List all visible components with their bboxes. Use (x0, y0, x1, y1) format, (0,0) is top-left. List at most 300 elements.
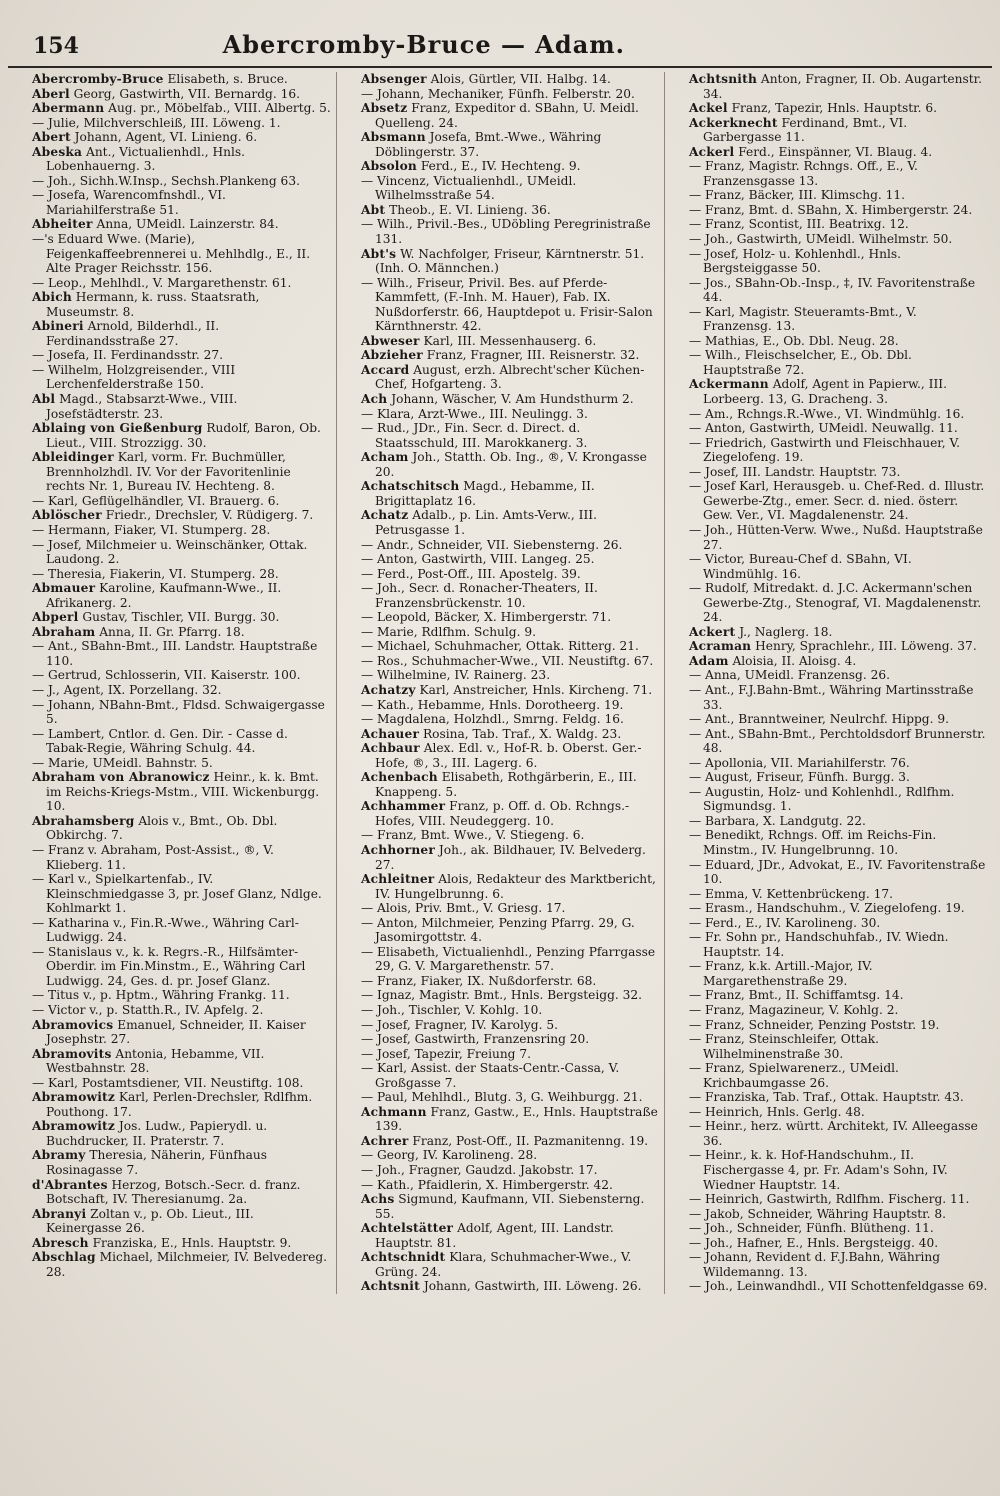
entry-details: — Ros., Schuhmacher-Wwe., VII. Neustiftg. 67. (361, 653, 654, 668)
directory-entry (689, 1192, 988, 1207)
directory-entry (32, 581, 332, 610)
entry-surname: Absolon (361, 159, 417, 174)
directory-entry (361, 538, 660, 553)
directory-entry (32, 188, 332, 217)
entry-details: Friedr., Drechsler, V. Rüdigerg. 7. (105, 508, 314, 523)
entry-surname: Achatschitsch (361, 479, 460, 494)
entry-details: Johann, Gastwirth, III. Löweng. 26. (423, 1279, 642, 1294)
entry-surname: Abperl (32, 610, 79, 625)
entry-details: — Josefa, II. Ferdinandsstr. 27. (32, 348, 223, 363)
entry-details: — Karl, Magistr. Steueramts-Bmt., V. Franzensg. 13. (689, 304, 917, 334)
directory-entry (361, 217, 660, 246)
entry-surname: Ackel (689, 101, 728, 116)
directory-entry (689, 1105, 988, 1120)
directory-entry (32, 727, 332, 756)
entry-details: — Victor, Bureau-Chef d. SBahn, VI. Windmühlg. 16. (689, 552, 912, 581)
directory-entry (689, 276, 988, 305)
directory-entry (32, 72, 332, 87)
entry-surname: Achtsnith (689, 72, 758, 86)
directory-entry (689, 334, 988, 349)
directory-entry (689, 552, 988, 581)
entry-details: Gustav, Tischler, VII. Burgg. 30. (82, 610, 280, 625)
entry-details: — Erasm., Handschuhm., V. Ziegelofeng. 19. (689, 901, 965, 916)
entry-details: — Apollonia, VII. Mariahilferstr. 76. (689, 755, 910, 770)
entry-details: Franz, Expeditor d. SBahn, U. Meidl. Quelleng. 24. (375, 101, 639, 130)
entry-details: Alois, Redakteur des Marktbericht, IV. Hungelbrunng. 6. (375, 872, 656, 901)
entry-details: — Magdalena, Holzhdl., Smrng. Feldg. 16. (361, 712, 624, 727)
directory-entry (689, 203, 988, 218)
directory-entry (361, 72, 660, 87)
directory-entry (689, 479, 988, 523)
entry-details: Georg, Gastwirth, VII. Bernardg. 16. (73, 86, 300, 101)
directory-entry (689, 436, 988, 465)
directory-entry (361, 174, 660, 203)
entry-details: Johann, Wäscher, V. Am Hundsthurm 2. (391, 392, 634, 407)
entry-surname: Achatz (361, 508, 409, 523)
entry-surname: Achbaur (361, 741, 420, 756)
entry-details: — Anton, Gastwirth, VIII. Langeg. 25. (361, 552, 595, 567)
directory-entry (361, 101, 660, 130)
directory-entry (689, 465, 988, 480)
entry-details: Johann, Agent, VI. Linieng. 6. (74, 130, 258, 145)
entry-details: Karl, III. Messenhauserg. 6. (423, 333, 597, 348)
directory-entry (361, 901, 660, 916)
directory-entry (361, 1018, 660, 1033)
directory-entry (32, 450, 332, 494)
entry-details: — Franz, Magistr. Rchngs. Off., E., V. Franzensgasse 13. (689, 159, 918, 188)
directory-entry (361, 276, 660, 334)
entry-details: — Heinr., k. k. Hof-Handschuhm., II. Fischergasse 4, pr. Fr. Adam's Sohn, IV. Wiedner Hauptstr. 14. (689, 1148, 948, 1192)
entry-details: — Jakob, Schneider, Währing Hauptstr. 8. (689, 1206, 947, 1221)
entry-surname: Absenger (361, 72, 427, 86)
entry-details: — Rudolf, Mitredakt. d. J.C. Ackermann'schen Gewerbe-Ztg., Stenograf, VI. Magdalenenstr. 24. (689, 581, 982, 625)
directory-entry (689, 770, 988, 785)
entry-details: — Mathias, E., Ob. Dbl. Neug. 28. (689, 333, 899, 348)
column-left (8, 72, 336, 1279)
directory-entry (689, 523, 988, 552)
entry-details: Klara, Schuhmacher-Wwe., V. Grüng. 24. (375, 1250, 632, 1279)
directory-entry (689, 916, 988, 931)
entry-surname: Abrahamsberg (32, 813, 135, 828)
entry-surname: Abresch (32, 1235, 89, 1250)
entry-surname: Abschlag (32, 1250, 96, 1265)
directory-entry (689, 988, 988, 1003)
entry-details: Zoltan v., p. Ob. Lieut., III. Keinergasse 26. (46, 1206, 254, 1236)
directory-entry (689, 1250, 988, 1279)
directory-entry (361, 567, 660, 582)
directory-entry (32, 1207, 332, 1236)
directory-entry (361, 770, 660, 799)
entry-details: Franz, Post-Off., II. Pazmanitenng. 19. (412, 1133, 649, 1148)
entry-details: — Franz, Steinschleifer, Ottak. Wilhelminenstraße 30. (689, 1032, 880, 1061)
entry-surname: Aberl (32, 86, 70, 101)
directory-entry (32, 1076, 332, 1091)
entry-details: — Michael, Schuhmacher, Ottak. Ritterg. 21. (361, 639, 639, 654)
entry-details: — Victor v., p. Statth.R., IV. Apfelg. 2. (32, 1003, 264, 1017)
directory-entry (32, 217, 332, 232)
directory-entry (689, 1207, 988, 1222)
directory-entry (32, 1119, 332, 1148)
entry-surname: Achhammer (361, 799, 446, 814)
entry-details: Joh., Statth. Ob. Ing., ®, V. Krongasse 20. (375, 450, 647, 479)
directory-entry (361, 1163, 660, 1178)
entry-details: Adolf, Agent, III. Landstr. Hauptstr. 81. (375, 1221, 614, 1250)
directory-entry (361, 828, 660, 843)
directory-entry (689, 232, 988, 247)
entry-details: — Franz, Fiaker, IX. Nußdorferstr. 68. (361, 973, 597, 988)
entry-details: —'s Eduard Wwe. (Marie), Feigenkaffeebrennerei u. Mehlhdlg., E., II. Alte Prager Reichsstr. 156. (32, 232, 311, 276)
entry-details: — Joh., Leinwandhdl., VII Schottenfeldgasse 69. (689, 1279, 988, 1294)
directory-entry (361, 1105, 660, 1134)
entry-details: Karoline, Kaufmann-Wwe., II. Afrikanerg. 2. (46, 581, 282, 610)
entry-details: — Franz, Schneider, Penzing Poststr. 19. (689, 1017, 940, 1032)
entry-details: Antonia, Hebamme, VII. Westbahnstr. 28. (46, 1046, 265, 1076)
entry-details: Karl, Anstreicher, Hnls. Kircheng. 71. (419, 682, 653, 697)
entry-details: Theresia, Näherin, Fünfhaus Rosinagasse 7. (46, 1148, 267, 1178)
directory-entry (32, 116, 332, 131)
directory-entry (689, 683, 988, 712)
entry-details: — Katharina v., Fin.R.-Wwe., Währing Carl-Ludwigg. 24. (32, 915, 299, 945)
page-header (8, 30, 992, 66)
entry-details: — Augustin, Holz- und Kohlenhdl., Rdlfhm. Sigmundsg. 1. (689, 784, 955, 814)
entry-details: — Josefa, Warencomfnshdl., VI. Mariahilferstraße 51. (32, 188, 226, 217)
entry-details: — Josef, Fragner, IV. Karolyg. 5. (361, 1017, 558, 1032)
entry-details: — Johann, Mechaniker, Fünfh. Felberstr. 20. (361, 86, 635, 101)
entry-details: — Ant., F.J.Bahn-Bmt., Währing Martinsstraße 33. (689, 682, 974, 712)
directory-entry (689, 1221, 988, 1236)
directory-entry (689, 654, 988, 669)
entry-details: — Benedikt, Rchngs. Off. im Reichs-Fin. Minstm., IV. Hungelbrunng. 10. (689, 828, 937, 857)
directory-entry (32, 843, 332, 872)
entry-details: — Stanislaus v., k. k. Regrs.-R., Hilfsämter-Oberdir. im Fin.Minstm., E., Währing Carl Ludwigg. 24, Ges. d. pr. Josef Glanz. (32, 944, 306, 988)
entry-surname: Achmann (361, 1104, 427, 1119)
entry-details: Anton, Fragner, II. Ob. Augartenstr. 34. (703, 72, 982, 101)
directory-entry (361, 479, 660, 508)
entry-details: — Marie, UMeidl. Bahnstr. 5. (32, 755, 213, 770)
directory-entry (32, 421, 332, 450)
directory-entry (361, 130, 660, 159)
entry-surname: Achleitner (361, 872, 435, 887)
directory-entry (689, 1119, 988, 1148)
entry-details: — Josef, Gastwirth, Franzensring 20. (361, 1032, 590, 1047)
entry-details: — Franz v. Abraham, Post-Assist., ®, V. Klieberg. 11. (32, 842, 274, 872)
directory-entry (361, 1178, 660, 1193)
directory-entry (32, 756, 332, 771)
entry-surname: Abmauer (32, 581, 96, 596)
entry-details: Franziska, E., Hnls. Hauptstr. 9. (92, 1235, 292, 1250)
directory-entry (32, 1047, 332, 1076)
entry-surname: Achtschnidt (361, 1250, 446, 1265)
directory-entry (32, 945, 332, 989)
entry-details: — Leopold, Bäcker, X. Himbergerstr. 71. (361, 610, 612, 625)
directory-entry (361, 203, 660, 218)
entry-details: — Josef, III. Landstr. Hauptstr. 73. (689, 464, 901, 479)
entry-details: — Am., Rchngs.R.-Wwe., VI. Windmühlg. 16. (689, 406, 965, 421)
directory-entry (689, 930, 988, 959)
directory-entry (32, 174, 332, 189)
directory-entry (32, 87, 332, 102)
entry-details: — Franz, Spielwarenerz., UMeidl. Krichbaumgasse 26. (689, 1061, 899, 1090)
directory-entry (361, 508, 660, 537)
entry-details: Ferd., Einspänner, VI. Blaug. 4. (738, 144, 933, 159)
entry-details: — Joh., Hafner, E., Hnls. Bergsteigg. 40. (689, 1235, 939, 1250)
directory-entry (32, 770, 332, 814)
directory-entry (689, 756, 988, 771)
entry-details: Ferd., E., IV. Hechteng. 9. (420, 159, 581, 174)
column-middle (336, 72, 664, 1294)
directory-entry (32, 494, 332, 509)
entry-surname: Abraham (32, 624, 96, 639)
directory-entry (689, 828, 988, 857)
entry-details: Franz, Fragner, III. Reisnerstr. 32. (426, 348, 640, 363)
entry-details: — Franz, Bmt. Wwe., V. Stiegeng. 6. (361, 828, 585, 843)
directory-entry (32, 1003, 332, 1018)
entry-details: Karl, Perlen-Drechsler, Rdlfhm. Pouthong. 17. (46, 1090, 313, 1119)
directory-entry (361, 1192, 660, 1221)
directory-entry (361, 974, 660, 989)
directory-entry (32, 872, 332, 916)
entry-details: — Josef, Holz- u. Kohlenhdl., Hnls. Bergsteiggasse 50. (689, 246, 902, 276)
directory-entry (689, 1061, 988, 1090)
entry-details: — Franz, Bmt., II. Schiffamtsg. 14. (689, 988, 904, 1003)
directory-entry (361, 1090, 660, 1105)
directory-entry (689, 421, 988, 436)
directory-entry (32, 668, 332, 683)
directory-entry (32, 683, 332, 698)
entry-surname: Absetz (361, 101, 408, 116)
entry-details: Adolf, Agent in Papierw., III. Lorbeerg. 13, G. Dracheng. 3. (703, 377, 947, 407)
entry-details: — Johann, NBahn-Bmt., Fldsd. Schwaigergasse 5. (32, 697, 325, 727)
entry-details: Heinr., k. k. Bmt. im Reichs-Kriegs-Mstm., VIII. Wickenburgg. 10. (46, 770, 320, 814)
entry-surname: Abramy (32, 1148, 86, 1163)
entry-surname: Abineri (32, 319, 84, 334)
directory-columns (8, 72, 992, 1294)
entry-details: — Vincenz, Victualienhdl., UMeidl. Wilhelmsstraße 54. (361, 173, 577, 203)
entry-details: — Friedrich, Gastwirth und Fleischhauer, V. Ziegelofeng. 19. (689, 435, 961, 465)
entry-details: — Wilh., Privil.-Bes., UDöbling Peregrinistraße 131. (361, 217, 651, 247)
directory-entry (689, 785, 988, 814)
directory-entry (361, 698, 660, 713)
entry-details: — Joh., Sichh.W.Insp., Sechsh.Plankeng 63. (32, 173, 300, 188)
directory-entry (361, 668, 660, 683)
entry-surname: Ablaing von Gießenburg (32, 421, 203, 436)
entry-details: Henry, Sprachlehr., III. Löweng. 37. (755, 639, 977, 654)
entry-details: — Josef, Milchmeier u. Weinschänker, Ottak. Laudong. 2. (32, 537, 308, 567)
entry-surname: Abeska (32, 144, 83, 159)
entry-details: Elisabeth, s. Bruce. (167, 72, 288, 86)
entry-details: Alois v., Bmt., Ob. Dbl. Obkirchg. 7. (46, 813, 278, 843)
entry-surname: Ackerknecht (689, 115, 778, 130)
entry-details: Michael, Milchmeier, IV. Belvedereg. 28. (46, 1250, 328, 1279)
entry-details: — Heinr., herz. württ. Architekt, IV. Alleegasse 36. (689, 1119, 978, 1148)
entry-details: Emanuel, Schneider, II. Kaiser Josephstr. 27. (46, 1017, 306, 1047)
directory-entry (689, 145, 988, 160)
entry-details: — Joh., Fragner, Gaudzd. Jakobstr. 17. (361, 1163, 598, 1178)
entry-details: Alex. Edl. v., Hof-R. b. Oberst. Ger.-Hofe, ®, 3., III. Lagerg. 6. (375, 741, 642, 770)
entry-details: — Paul, Mehlhdl., Blutg. 3, G. Weihburgg. 21. (361, 1090, 643, 1105)
entry-surname: Achtelstätter (361, 1221, 454, 1236)
entry-details: — Kath., Hebamme, Hnls. Dorotheerg. 19. (361, 697, 624, 712)
directory-entry (689, 159, 988, 188)
entry-surname: d'Abrantes (32, 1177, 108, 1192)
entry-details: — Emma, V. Kettenbrückeng. 17. (689, 886, 894, 901)
column-right (664, 72, 992, 1294)
entry-surname: Abt (361, 202, 386, 217)
directory-entry (361, 1279, 660, 1294)
directory-entry (689, 712, 988, 727)
entry-details: — Franz, Magazineur, V. Kohlg. 2. (689, 1003, 899, 1017)
directory-entry (689, 887, 988, 902)
entry-surname: Achrer (361, 1133, 409, 1148)
entry-details: — Rud., JDr., Fin. Secr. d. Direct. d. Staatsschuld, III. Marokkanerg. 3. (361, 421, 588, 450)
directory-entry (32, 101, 332, 116)
directory-entry (361, 1047, 660, 1062)
directory-entry (361, 1221, 660, 1250)
entry-details: — Franz, k.k. Artill.-Major, IV. Margarethenstraße 29. (689, 959, 873, 988)
directory-entry (32, 1090, 332, 1119)
entry-details: — Franz, Scontist, III. Beatrixg. 12. (689, 217, 909, 232)
directory-entry (689, 116, 988, 145)
directory-entry (361, 1250, 660, 1279)
directory-entry (689, 858, 988, 887)
entry-details: — Anton, Milchmeier, Penzing Pfarrg. 29, G. Jasomirgottstr. 4. (361, 915, 635, 945)
directory-entry (32, 130, 332, 145)
directory-entry (361, 581, 660, 610)
directory-entry (32, 290, 332, 319)
entry-details: — Jos., SBahn-Ob.-Insp., ‡, IV. Favoritenstraße 44. (689, 275, 976, 305)
directory-entry (689, 348, 988, 377)
entry-details: — Franz, Bmt. d. SBahn, X. Himbergerstr. 24. (689, 202, 973, 217)
directory-entry (32, 625, 332, 640)
entry-details: — August, Friseur, Fünfh. Burgg. 3. (689, 770, 910, 785)
directory-entry (32, 348, 332, 363)
entry-surname: Abermann (32, 101, 105, 116)
directory-entry (361, 639, 660, 654)
entry-surname: Abl (32, 392, 56, 407)
entry-details: — Wilhelmine, IV. Rainerg. 23. (361, 668, 551, 683)
entry-details: Ant., Victualienhdl., Hnls. Lobenhauerng. 3. (46, 144, 246, 174)
directory-entry (361, 450, 660, 479)
entry-surname: Achtsnit (361, 1279, 420, 1294)
entry-details: — Ferd., Post-Off., III. Apostelg. 39. (361, 566, 581, 581)
directory-entry (361, 348, 660, 363)
directory-entry (689, 1032, 988, 1061)
entry-surname: Achs (361, 1192, 395, 1207)
entry-surname: Abramovics (32, 1017, 114, 1032)
entry-details: Aug. pr., Möbelfab., VIII. Albertg. 5. (108, 101, 331, 116)
entry-surname: Abweser (361, 333, 420, 348)
directory-entry (32, 698, 332, 727)
entry-details: — Anton, Gastwirth, UMeidl. Neuwallg. 11. (689, 421, 958, 436)
entry-surname: Abert (32, 130, 71, 145)
entry-details: Herzog, Botsch.-Secr. d. franz. Botschaft, IV. Theresianumg. 2a. (46, 1177, 301, 1207)
entry-details: — Ant., SBahn-Bmt., III. Landstr. Hauptstraße 110. (32, 639, 318, 668)
entry-details: August, erzh. Albrecht'scher Küchen-Chef, Hofgarteng. 3. (375, 362, 645, 392)
entry-details: Hermann, k. russ. Staatsrath, Museumstr. 8. (46, 290, 260, 319)
page-number: 154 (33, 33, 79, 59)
directory-entry (689, 188, 988, 203)
entry-details: — Heinrich, Gastwirth, Rdlfhm. Fischerg. 11. (689, 1192, 970, 1207)
entry-details: — Kath., Pfaidlerin, X. Himbergerstr. 42. (361, 1177, 613, 1192)
entry-details: — Johann, Revident d. F.J.Bahn, Währing Wildemanng. 13. (689, 1250, 941, 1279)
directory-entry (32, 814, 332, 843)
directory-entry (361, 1148, 660, 1163)
directory-entry (361, 334, 660, 349)
entry-details: — Karl, Postamtsdiener, VII. Neustiftg. 108. (32, 1075, 304, 1090)
entry-details: — Eduard, JDr., Advokat, E., IV. Favoritenstraße 10. (689, 857, 986, 887)
directory-entry (32, 276, 332, 291)
directory-entry (361, 610, 660, 625)
directory-entry (689, 581, 988, 625)
entry-details: — Titus v., p. Hptm., Währing Frankg. 11. (32, 988, 290, 1003)
entry-surname: Ackerl (689, 144, 735, 159)
directory-entry (689, 247, 988, 276)
entry-details: Franz, Tapezir, Hnls. Hauptstr. 6. (731, 101, 938, 116)
directory-entry (361, 625, 660, 640)
directory-entry (361, 1003, 660, 1018)
entry-details: — Georg, IV. Karolineng. 28. (361, 1148, 538, 1163)
entry-surname: Abranyi (32, 1206, 87, 1221)
directory-entry (361, 945, 660, 974)
directory-entry (689, 814, 988, 829)
entry-details: Ferdinand, Bmt., VI. Garbergasse 11. (703, 115, 908, 145)
entry-details: — Josef, Tapezir, Freiung 7. (361, 1046, 531, 1061)
directory-entry (689, 377, 988, 406)
directory-entry (689, 1279, 988, 1294)
entry-surname: Achauer (361, 726, 420, 741)
directory-entry (32, 610, 332, 625)
entry-details: — Gertrud, Schlosserin, VII. Kaiserstr. 100. (32, 668, 301, 683)
entry-details: — Karl, Assist. der Staats-Centr.-Cassa, V. Großgasse 7. (361, 1061, 620, 1090)
entry-details: — Leop., Mehlhdl., V. Margarethenstr. 61. (32, 275, 292, 290)
directory-entry (32, 1018, 332, 1047)
entry-surname: Ableidinger (32, 450, 114, 465)
entry-details: — Franz, Bäcker, III. Klimschg. 11. (689, 188, 906, 203)
directory-entry (689, 407, 988, 422)
directory-entry (361, 363, 660, 392)
entry-details: Elisabeth, Rothgärberin, E., III. Knappeng. 5. (375, 770, 637, 799)
entry-surname: Abich (32, 290, 72, 305)
entry-details: — Joh., Hütten-Verw. Wwe., Nußd. Hauptstraße 27. (689, 522, 983, 552)
directory-entry (32, 232, 332, 276)
directory-entry (361, 727, 660, 742)
directory-entry (689, 305, 988, 334)
directory-entry (361, 916, 660, 945)
directory-entry (361, 247, 660, 276)
entry-details: Theob., E. VI. Linieng. 36. (389, 202, 551, 217)
entry-details: Adalb., p. Lin. Amts-Verw., III. Petrusgasse 1. (375, 508, 597, 537)
directory-entry (361, 407, 660, 422)
entry-details: — Ant., SBahn-Bmt., Perchtoldsdorf Brunnerstr. 48. (689, 726, 986, 756)
directory-entry (689, 217, 988, 232)
entry-details: — Joh., Secr. d. Ronacher-Theaters, II. Franzensbrückenstr. 10. (361, 581, 598, 610)
entry-surname: Abraham von Abranowicz (32, 770, 210, 785)
entry-details: Joh., ak. Bildhauer, IV. Belvederg. 27. (375, 842, 646, 872)
directory-entry (361, 552, 660, 567)
directory-entry (689, 1018, 988, 1033)
directory-entry (361, 392, 660, 407)
directory-entry (32, 363, 332, 392)
entry-details: Rudolf, Baron, Ob. Lieut., VIII. Strozzigg. 30. (46, 421, 321, 450)
entry-details: — Joh., Schneider, Fünfh. Blütheng. 11. (689, 1221, 934, 1236)
entry-surname: Acham (361, 450, 409, 465)
directory-entry (361, 1032, 660, 1047)
directory-entry (361, 988, 660, 1003)
entry-details: — J., Agent, IX. Porzellang. 32. (32, 682, 222, 697)
entry-surname: Abt's (361, 246, 397, 261)
entry-details: W. Nachfolger, Friseur, Kärntnerstr. 51. (Inh. O. Männchen.) (375, 246, 645, 276)
directory-entry (32, 1250, 332, 1279)
